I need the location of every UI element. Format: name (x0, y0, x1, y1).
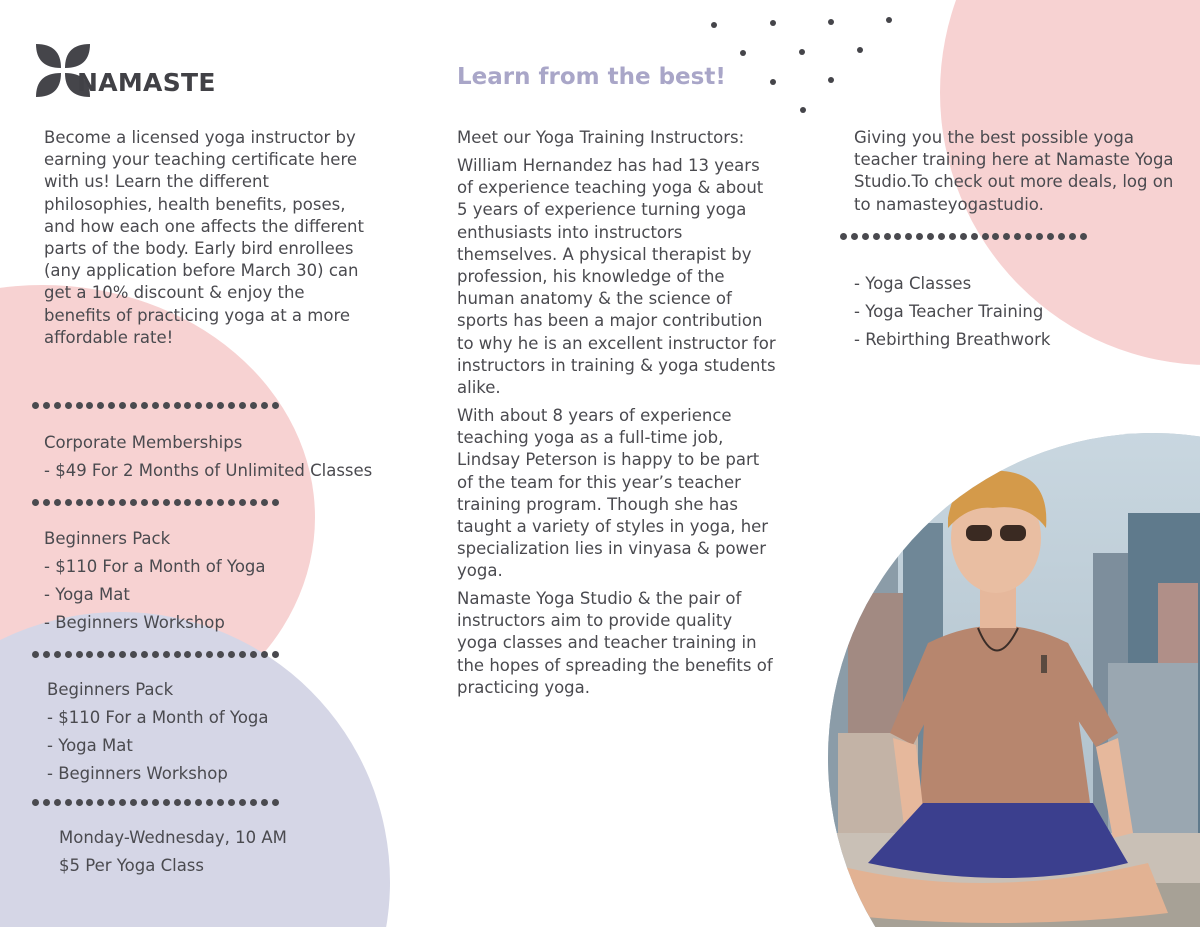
divider-dot (54, 651, 61, 658)
list-item: - Beginners Workshop (47, 764, 228, 783)
services-list (854, 270, 1050, 354)
divider-dot (32, 799, 39, 806)
divider-dot (43, 402, 50, 409)
beginners-pack-2 (47, 676, 269, 788)
list-item: - $49 For 2 Months of Unlimited Classes (44, 461, 373, 480)
divider-dot (272, 499, 279, 506)
brand-name: NAMASTE (77, 68, 216, 97)
divider-dot (239, 651, 246, 658)
beginners-pack-1 (44, 525, 266, 637)
decorative-dot (711, 22, 717, 28)
divider-dot (272, 402, 279, 409)
yoga-man-photo (828, 433, 1200, 927)
divider-dot (174, 799, 181, 806)
decorative-dot (799, 49, 805, 55)
corporate-memberships (44, 429, 372, 485)
divider-dot (65, 651, 72, 658)
divider-dot (195, 799, 202, 806)
divider-dot (1069, 233, 1076, 240)
divider-dot (239, 402, 246, 409)
divider-dot (163, 799, 170, 806)
divider-dot (32, 402, 39, 409)
divider-dot (86, 799, 93, 806)
divider-dot (927, 233, 934, 240)
divider-dot (76, 651, 83, 658)
divider-dot (184, 499, 191, 506)
divider-dot (916, 233, 923, 240)
schedule (59, 824, 287, 880)
divider-dot (43, 799, 50, 806)
divider-dot (97, 402, 104, 409)
divider-dot (152, 402, 159, 409)
divider-dot (141, 499, 148, 506)
list-item: - $110 For a Month of Yoga (44, 557, 266, 576)
divider-dot (206, 799, 213, 806)
deals-paragraph: Giving you the best possible yoga teacher training here at Namaste Yoga Studio.To check out more deals, log on to namasteyogastudio. (854, 128, 1174, 214)
divider-dot (174, 499, 181, 506)
divider-dot (250, 799, 257, 806)
dot-divider (32, 499, 284, 511)
divider-dot (108, 499, 115, 506)
list-item: - Yoga Mat (44, 585, 130, 604)
divider-dot (65, 402, 72, 409)
divider-dot (141, 402, 148, 409)
divider-dot (86, 499, 93, 506)
dot-divider (32, 799, 284, 811)
divider-dot (43, 651, 50, 658)
list-item: $5 Per Yoga Class (59, 856, 205, 875)
divider-dot (152, 651, 159, 658)
divider-dot (108, 799, 115, 806)
divider-dot (1025, 233, 1032, 240)
divider-dot (1058, 233, 1065, 240)
instructor-paragraph: With about 8 years of experience teaching yoga as a full-time job, Lindsay Peterson is happy to be part of the team for this year’s teacher training program. Though she has taught a variety of styles in yoga, her specialization lies in vinyasa & power yoga. (457, 406, 769, 581)
divider-dot (1080, 233, 1087, 240)
list-item: - Rebirthing Breathwork (854, 330, 1051, 349)
divider-dot (960, 233, 967, 240)
divider-dot (217, 799, 224, 806)
divider-dot (97, 651, 104, 658)
intro-paragraph: Become a licensed yoga instructor by earning your teaching certificate here with us! Learn the different philosophies, health benefits, poses, and how each one affects the different parts of the body. Early bird enrollees (any application before March 30) can get a 10% discount & enjoy the benefits of practicing yoga at a more affordable rate! (44, 128, 364, 347)
divider-dot (261, 402, 268, 409)
divider-dot (239, 499, 246, 506)
divider-dot (119, 499, 126, 506)
divider-dot (1014, 233, 1021, 240)
divider-dot (174, 402, 181, 409)
list-item: - Yoga Classes (854, 274, 972, 293)
section-title: Corporate Memberships (44, 433, 243, 452)
divider-dot (250, 651, 257, 658)
divider-dot (76, 402, 83, 409)
instructors-intro: Meet our Yoga Training Instructors: (457, 128, 745, 147)
divider-dot (152, 499, 159, 506)
divider-dot (938, 233, 945, 240)
divider-dot (217, 402, 224, 409)
divider-dot (108, 402, 115, 409)
divider-dot (184, 651, 191, 658)
divider-dot (65, 799, 72, 806)
divider-dot (272, 799, 279, 806)
divider-dot (54, 402, 61, 409)
divider-dot (261, 799, 268, 806)
divider-dot (141, 651, 148, 658)
divider-dot (250, 499, 257, 506)
divider-dot (130, 402, 137, 409)
divider-dot (905, 233, 912, 240)
decorative-dot (828, 19, 834, 25)
decorative-dot (800, 107, 806, 113)
divider-dot (130, 499, 137, 506)
divider-dot (76, 799, 83, 806)
divider-dot (982, 233, 989, 240)
divider-dot (97, 799, 104, 806)
dot-divider (32, 402, 284, 414)
divider-dot (206, 402, 213, 409)
decorative-dot (770, 20, 776, 26)
decorative-dot (828, 77, 834, 83)
divider-dot (217, 651, 224, 658)
divider-dot (840, 233, 847, 240)
divider-dot (862, 233, 869, 240)
divider-dot (97, 499, 104, 506)
divider-dot (949, 233, 956, 240)
instructor-paragraph: William Hernandez has had 13 years of experience teaching yoga & about 5 years of experience turning yoga enthusiasts into instructors themselves. A physical therapist by profession, his knowledge of the human anatomy & the science of sports has been a major contribution to why he is an excellent instructor for instructors in training & yoga students alike. (457, 156, 776, 398)
divider-dot (206, 651, 213, 658)
divider-dot (119, 402, 126, 409)
divider-dot (43, 499, 50, 506)
divider-dot (1003, 233, 1010, 240)
divider-dot (272, 651, 279, 658)
divider-dot (971, 233, 978, 240)
divider-dot (992, 233, 999, 240)
divider-dot (86, 402, 93, 409)
decorative-dot (857, 47, 863, 53)
divider-dot (894, 233, 901, 240)
divider-dot (141, 799, 148, 806)
decorative-dot (886, 17, 892, 23)
divider-dot (195, 651, 202, 658)
section-title: Beginners Pack (47, 680, 174, 699)
divider-dot (76, 499, 83, 506)
page-heading: Learn from the best! (457, 64, 726, 90)
section-title: Beginners Pack (44, 529, 171, 548)
divider-dot (54, 499, 61, 506)
divider-dot (228, 651, 235, 658)
list-item: - $110 For a Month of Yoga (47, 708, 269, 727)
divider-dot (54, 799, 61, 806)
divider-dot (130, 799, 137, 806)
divider-dot (174, 651, 181, 658)
divider-dot (184, 402, 191, 409)
list-item: Monday-Wednesday, 10 AM (59, 828, 287, 847)
decorative-dot (740, 50, 746, 56)
divider-dot (65, 499, 72, 506)
decorative-dot (770, 79, 776, 85)
list-item: - Yoga Teacher Training (854, 302, 1044, 321)
divider-dot (32, 499, 39, 506)
divider-dot (228, 499, 235, 506)
divider-dot (1036, 233, 1043, 240)
divider-dot (250, 402, 257, 409)
divider-dot (108, 651, 115, 658)
divider-dot (195, 402, 202, 409)
divider-dot (851, 233, 858, 240)
divider-dot (873, 233, 880, 240)
divider-dot (163, 499, 170, 506)
divider-dot (32, 651, 39, 658)
divider-dot (217, 499, 224, 506)
list-item: - Yoga Mat (47, 736, 133, 755)
divider-dot (195, 499, 202, 506)
dot-divider (840, 233, 1092, 245)
divider-dot (1047, 233, 1054, 240)
divider-dot (261, 651, 268, 658)
dot-divider (32, 651, 284, 663)
divider-dot (119, 651, 126, 658)
list-item: - Beginners Workshop (44, 613, 225, 632)
divider-dot (239, 799, 246, 806)
divider-dot (261, 499, 268, 506)
divider-dot (119, 799, 126, 806)
studio-paragraph: Namaste Yoga Studio & the pair of instructors aim to provide quality yoga classes and teacher training in the hopes of spreading the benefits of practicing yoga. (457, 589, 773, 697)
divider-dot (163, 402, 170, 409)
divider-dot (163, 651, 170, 658)
divider-dot (152, 799, 159, 806)
divider-dot (884, 233, 891, 240)
divider-dot (206, 499, 213, 506)
divider-dot (130, 651, 137, 658)
divider-dot (86, 651, 93, 658)
divider-dot (228, 799, 235, 806)
divider-dot (184, 799, 191, 806)
divider-dot (228, 402, 235, 409)
